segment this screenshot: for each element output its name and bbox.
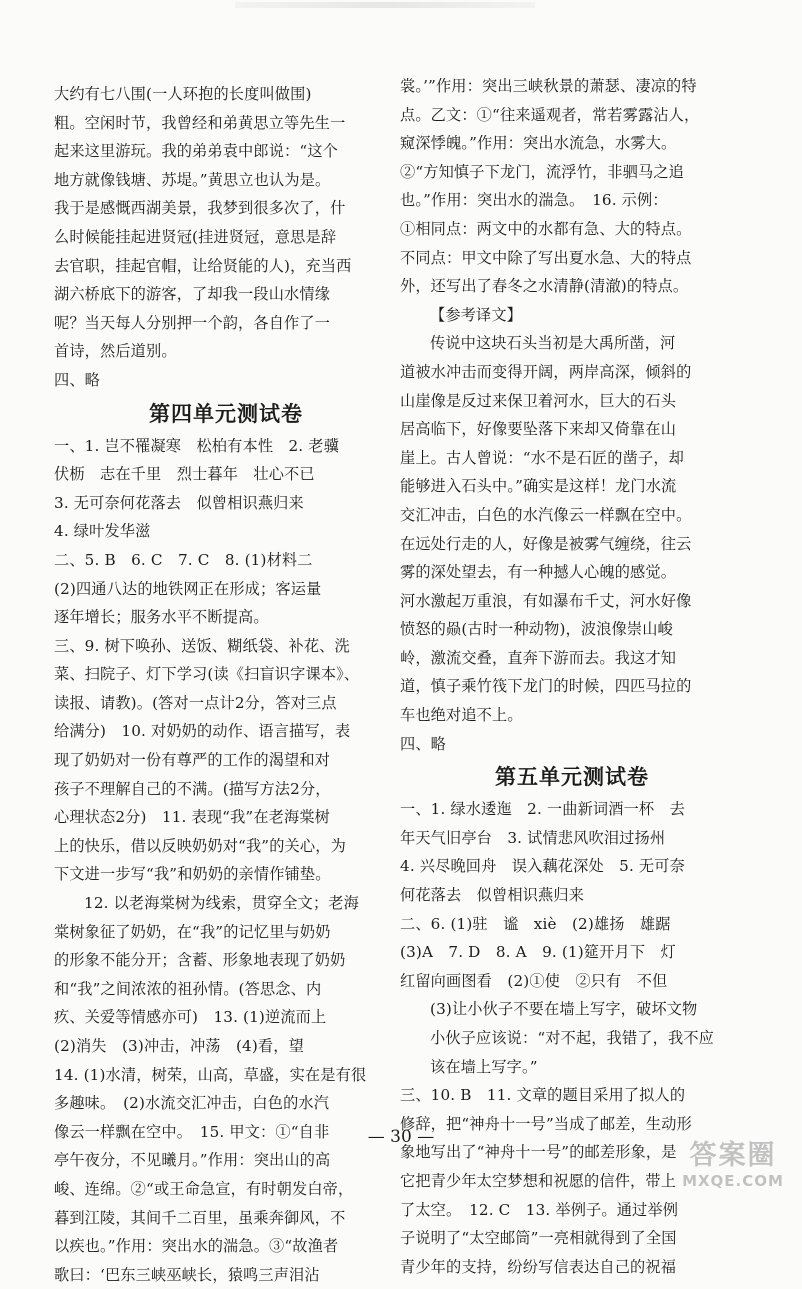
text-line: 道，慎子乘竹筏下龙门的时候，四匹马拉的 [400, 677, 692, 696]
text-line: 大约有七八围(一人环抱的长度叫做围) [54, 85, 312, 103]
text-line: 窥深悸魄。”作用：突出水流急，水雾大。 [400, 134, 677, 153]
text-line: 起来这里游玩。我的弟弟袁中郎说：“这个 [54, 142, 338, 161]
text-line: 何花落去 似曾相识燕归来 [400, 886, 585, 905]
text-line: 读报、请教)。(答对一点计2分，答对三点 [54, 693, 337, 712]
section-heading: 第四单元测试卷 [149, 401, 303, 426]
watermark-logo [674, 1140, 792, 1196]
text-line: 粗。空闲时节，我曾经和弟黄思立等先生一 [54, 113, 346, 132]
text-line: 以疾也。”作用：突出水的湍急。③“故渔者 [54, 1237, 339, 1256]
text-line: 湖六桥底下的游客，了却我一段山水情缘 [54, 285, 331, 304]
watermark-title: 答案圈 [689, 1140, 777, 1171]
watermark-domain: MXQE.COM [682, 1172, 784, 1190]
text-line: 三、9. 树下唤孙、送饭、糊纸袋、补花、洗 [54, 636, 350, 655]
text-line: 一、1. 绿水逶迤 2. 一曲新词酒一杯 去 [400, 800, 685, 819]
text-line: 逐年增长；服务水平不断提高。 [54, 608, 269, 627]
text-line: 传说中这块石头当初是大禹所凿，河 [430, 334, 676, 353]
text-line: 四、略 [54, 370, 101, 389]
text-line: 崖上。古人曾说：“水不是石匠的凿子，却 [400, 448, 684, 467]
text-line: 愤怒的赑(古时一种动物)，波浪像崇山峻 [400, 620, 673, 639]
text-line: (2)消失 (3)冲击，冲荡 (4)看，望 [54, 1037, 304, 1055]
text-line: 能够进入石头中。”确实是这样！龙门水流 [400, 477, 677, 496]
text-line: 雾的深处望去，有一种撼人心魄的感觉。 [400, 563, 677, 582]
text-line: 上的快乐，借以反映奶奶对“我”的关心，为 [54, 836, 346, 855]
section-heading: 第五单元测试卷 [495, 765, 649, 790]
text-line: 二、5. B 6. C 7. C 8. (1)材料二 [54, 550, 313, 569]
text-line: 歌曰：‘巴东三峡巫峡长，猿鸣三声泪沾 [54, 1265, 320, 1284]
text-line: 外，还写出了春冬之水清静(清澈)的特点。 [400, 277, 689, 296]
page-number: — 30 — [367, 1127, 435, 1147]
text-line: 给满分) 10. 对奶奶的动作、语言描写，表 [54, 722, 351, 741]
text-line: 三、10. B 11. 文章的题目采用了拟人的 [400, 1086, 686, 1105]
text-line: 【参考译文】 [430, 305, 523, 324]
text-line: 了太空。 12. C 13. 举例子。通过举例 [400, 1200, 679, 1219]
text-line: 4. 绿叶发华滋 [54, 522, 151, 541]
text-line: 红留向画图看 (2)①使 ②只有 不但 [400, 971, 668, 990]
text-line: 河水激起万重浪，有如瀑布千丈，河水好像 [400, 591, 692, 610]
text-line: 12. 以老海棠树为线索，贯穿全文；老海 [84, 894, 359, 913]
text-line: 的形象不能分开；含蓄、形象地表现了奶奶 [54, 951, 346, 970]
text-line: 4. 兴尽晚回舟 误入藕花深处 5. 无可奈 [400, 857, 685, 876]
text-line: ②“方知慎子下龙门，流浮竹，非驷马之追 [400, 162, 684, 181]
text-line: 小伙子应该说：“对不起，我错了，我不应 [430, 1029, 714, 1047]
text-line: (3)让小伙子不要在墙上写字，破坏文物 [430, 1000, 698, 1019]
text-line: 车也绝对追不上。 [400, 706, 523, 725]
text-line: 孩子不理解自己的不满。(描写方法2分， [54, 779, 331, 798]
text-line: 我于是感慨西湖美景，我梦到很多次了，什 [54, 199, 346, 218]
text-line: 亭午夜分，不见曦月。”作用：突出山的高 [54, 1151, 331, 1170]
right-text-column [400, 72, 744, 1281]
text-line: 地方就像钱塘、苏堤。”黄思立也认为是。 [54, 170, 331, 189]
text-line: 修辞，把“神舟十一号”当成了邮差，生动形 [400, 1114, 692, 1133]
text-line: 裳。’”作用：突出三峡秋景的萧瑟、凄凉的特 [400, 77, 697, 95]
text-line: 子说明了“太空邮筒”一亮相就得到了全国 [400, 1229, 677, 1248]
text-line: 疚、关爱等情感亦可) 13. (1)逆流而上 [54, 1008, 327, 1027]
text-line: 棠树象征了奶奶，在“我”的记忆里与奶奶 [54, 922, 331, 941]
text-line: 象地写出了“神舟十一号”的邮差形象，是 [400, 1143, 677, 1162]
text-line: (2)四通八达的地铁网正在形成；客运量 [54, 579, 322, 598]
text-line: (3)A 7. D 8. A 9. (1)筵开月下 灯 [400, 943, 676, 962]
text-line: 像云一样飘在空中。 15. 甲文：①“自非 [54, 1122, 330, 1141]
text-line: 菜、扫院子、灯下学习(读《扫盲识字课本》、 [54, 665, 360, 684]
text-line: 心理状态2分) 11. 表现“我”在老海棠树 [54, 808, 331, 827]
top-scan-strip [235, 2, 535, 8]
text-line: 多趣味。 (2)水流交汇冲击，白色的水汽 [54, 1094, 330, 1113]
text-line: 不同点：甲文中除了写出夏水急、大的特点 [400, 248, 692, 267]
text-line: 在远处行走的人，好像是被雾气缠绕，往云 [400, 534, 692, 553]
text-line: 下文进一步写“我”和奶奶的亲情作铺垫。 [54, 865, 331, 884]
text-line: 点。乙文：①“往来遥观者，常若雾露沾人， [400, 105, 700, 124]
text-line: 年天气旧亭台 3. 试情悲风吹泪过扬州 [400, 828, 666, 847]
text-line: 首诗，然后道别。 [54, 342, 177, 361]
text-line: 和“我”之间浓浓的祖孙情。(答思念、内 [54, 979, 322, 998]
text-line: 二、6. (1)驻 谧 xiè (2)雄扬 雄踞 [400, 914, 671, 933]
text-line: 去官职，挂起官帽，让给贤能的人)，充当西 [54, 256, 352, 275]
left-text-column [54, 80, 398, 1289]
text-line: 该在墙上写字。” [430, 1057, 538, 1076]
text-line: 14. (1)水清，树荣，山高，草盛，实在是有很 [54, 1065, 367, 1084]
text-line: 交汇冲击，白色的水汽像云一样飘在空中。 [400, 505, 692, 524]
text-line: 呢？当天每人分别押一个韵，各自作了一 [54, 313, 331, 332]
text-line: 么时候能挂起进贤冠(挂进贤冠，意思是辞 [54, 227, 337, 246]
text-line: ①相同点：两文中的水都有急、大的特点。 [400, 219, 692, 238]
text-line: 伏枥 志在千里 烈士暮年 壮心不已 [54, 465, 315, 484]
text-line: 道被水冲击而变得开阔，两岸高深，倾斜的 [400, 362, 692, 381]
text-line: 现了奶奶对一份有尊严的工作的渴望和对 [54, 751, 331, 770]
text-line: 四、略 [400, 734, 447, 753]
text-line: 山崖像是反过来保卫着河水，巨大的石头 [400, 391, 677, 410]
text-line: 3. 无可奈何花落去 似曾相识燕归来 [54, 493, 304, 512]
text-line: 一、1. 岂不罹凝寒 松柏有本性 2. 老骥 [54, 436, 339, 455]
text-line: 暮到江陵，其间千二百里，虽乘奔御风，不 [54, 1208, 346, 1227]
text-line: 它把青少年太空梦想和祝愿的信件，带上 [400, 1171, 677, 1190]
text-line: 居高临下，好像要坠落下来却又倚靠在山 [400, 420, 677, 439]
text-line: 也。”作用：突出水的湍急。 16. 示例： [400, 191, 668, 210]
text-line: 岭，激流交叠，直奔下游而去。我这才知 [400, 648, 677, 667]
text-line: 峻、连绵。②“或王命急宣，有时朝发白帝， [54, 1179, 354, 1198]
text-line: 青少年的支持，纷纷写信表达自己的祝福 [400, 1257, 677, 1276]
